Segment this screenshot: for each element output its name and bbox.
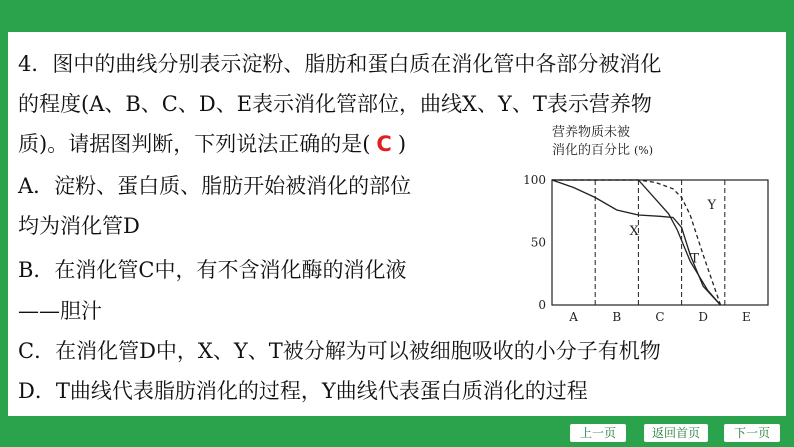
chart-ytick-label: 0 — [538, 298, 546, 312]
question-stem: 质)。请据图判断，下列说法正确的是( — [18, 132, 371, 156]
option-c: C．在消化管D中，X、Y、T被分解为可以被细胞吸收的小分子有机物 — [18, 339, 661, 363]
slide-content — [8, 32, 786, 416]
chart-plot-frame — [552, 180, 768, 305]
chart-ylabel-unit: (%) — [634, 144, 654, 157]
chart-ytick-label: 100 — [523, 173, 546, 187]
option-a-line-1: A．淀粉、蛋白质、脂肪开始被消化的部位 — [18, 174, 412, 198]
chart-xtick-label: C — [655, 310, 665, 324]
prev-page-button[interactable]: 上一页 — [570, 424, 626, 442]
option-d: D．T曲线代表脂肪消化的过程，Y曲线代表蛋白质消化的过程 — [18, 379, 588, 403]
chart-svg — [506, 124, 786, 324]
chart-series-label-t: T — [690, 251, 699, 267]
chart-ytick-label: 50 — [530, 235, 546, 250]
chart-xtick-label: E — [742, 310, 751, 324]
left-frame-bar — [0, 32, 8, 416]
chart-xtick-label: A — [569, 310, 578, 324]
digestion-chart — [506, 124, 786, 324]
chart-ylabel-line-1: 营养物质未被 — [552, 125, 631, 140]
chart-series-label-x: X — [629, 224, 639, 239]
question-line-1: 4．图中的曲线分别表示淀粉、脂肪和蛋白质在消化管中各部分被消化 — [18, 52, 662, 76]
chart-series-y-line — [552, 180, 721, 305]
chart-xtick-label: B — [612, 310, 622, 324]
chart-series-t-line — [552, 180, 721, 305]
chart-series-x-line — [552, 180, 721, 305]
answer-mark: C — [376, 132, 392, 156]
next-page-button[interactable]: 下一页 — [724, 424, 780, 442]
top-frame-bar — [0, 0, 794, 32]
question-line-3 — [18, 130, 406, 158]
option-a-line-2: 均为消化管D — [18, 214, 140, 238]
home-button[interactable]: 返回首页 — [644, 424, 708, 442]
question-close-paren: ) — [397, 132, 407, 156]
chart-series-label-y: Y — [707, 197, 717, 213]
option-b-line-1: B．在消化管C中，有不含消化酶的消化液 — [18, 258, 407, 282]
option-b-line-2: ——胆汁 — [18, 299, 102, 323]
right-frame-bar — [786, 32, 794, 416]
chart-xtick-label: D — [698, 310, 709, 324]
chart-ylabel-line-2: 消化的百分比 — [552, 143, 631, 158]
question-line-2: 的程度(A、B、C、D、E表示消化管部位，曲线X、Y、T表示营养物 — [18, 92, 652, 116]
